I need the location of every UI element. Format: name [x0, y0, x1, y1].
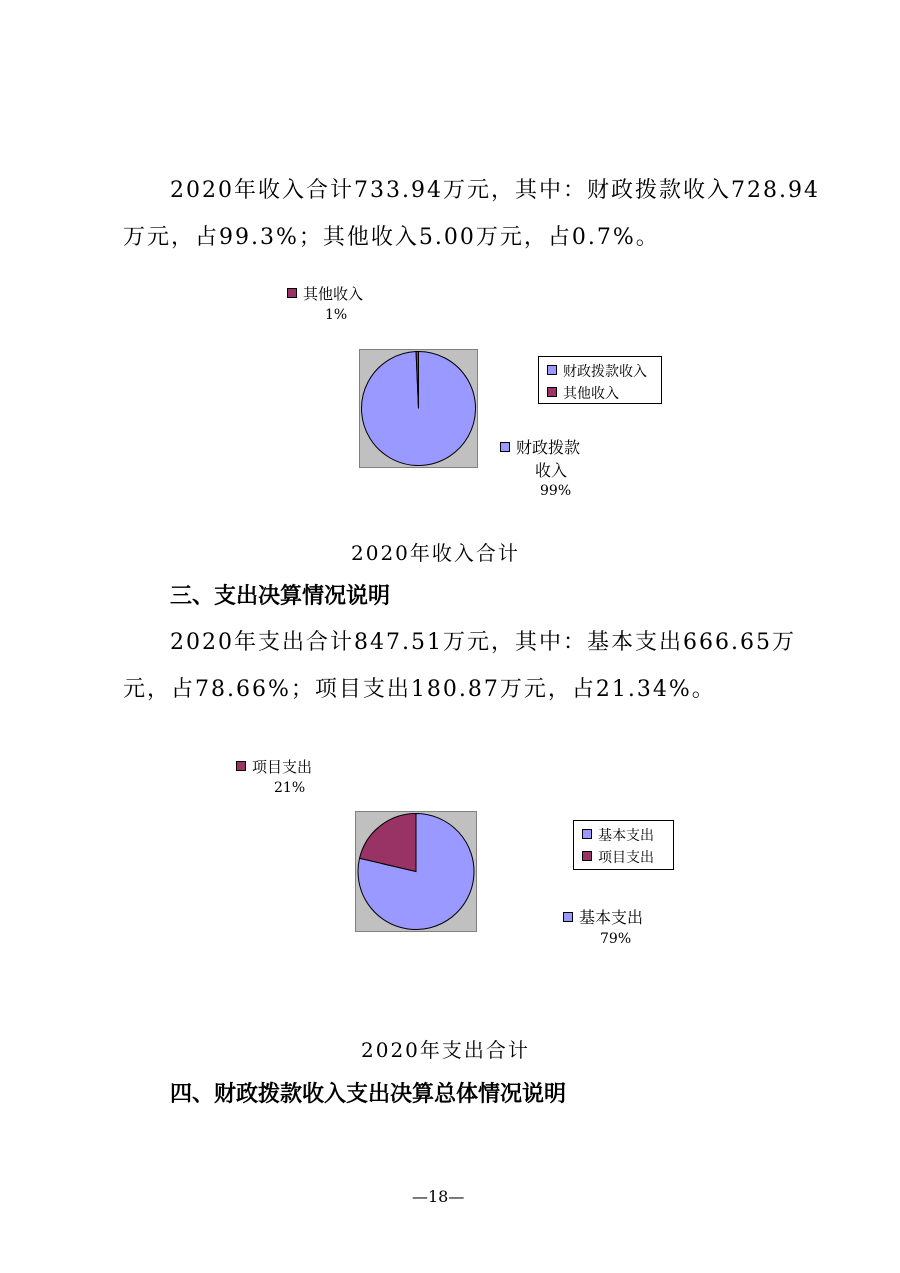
expense-paragraph-line1: 2020年支出合计847.51万元，其中：基本支出666.65万 [170, 630, 796, 655]
income-legend-swatch-other [547, 387, 557, 397]
expense-basic-label: 基本支出 [563, 905, 643, 928]
income-other-swatch [287, 288, 297, 298]
income-chart-caption: 2020年收入合计 [351, 541, 520, 565]
income-plot-area [359, 349, 478, 468]
expense-project-swatch [236, 761, 246, 771]
income-pie [360, 350, 477, 467]
income-other-label: 其他收入 [287, 283, 363, 304]
expense-project-label: 项目支出 [236, 756, 312, 777]
expense-legend-swatch-basic [582, 829, 592, 839]
income-fiscal-label-line2: 收入 [535, 461, 568, 480]
income-other-percent: 1% [325, 307, 348, 323]
section4-heading: 四、财政拨款收入支出决算总体情况说明 [170, 1082, 567, 1107]
expense-chart-caption: 2020年支出合计 [361, 1038, 530, 1062]
expense-legend [573, 820, 674, 870]
income-legend-swatch-fiscal [547, 365, 557, 375]
expense-legend-swatch-project [582, 851, 592, 861]
income-paragraph-line2: 万元，占99.3%；其他收入5.00万元，占0.7%。 [123, 225, 660, 250]
income-legend-item-fiscal: 财政拨款收入 [547, 361, 653, 383]
expense-project-percent: 21% [274, 780, 306, 796]
expense-paragraph-line2: 元，占78.66%；项目支出180.87万元，占21.34%。 [123, 677, 716, 702]
expense-legend-item-project: 项目支出 [582, 847, 665, 869]
income-paragraph-line1: 2020年收入合计733.94万元，其中：财政拨款收入728.94 [170, 178, 820, 203]
expense-legend-item-basic: 基本支出 [582, 825, 665, 847]
income-fiscal-percent: 99% [540, 483, 572, 499]
expense-pie [356, 812, 476, 931]
expense-basic-swatch [563, 912, 573, 922]
income-fiscal-swatch [500, 442, 510, 452]
expense-plot-area [355, 811, 477, 932]
income-legend-item-other: 其他收入 [547, 383, 653, 405]
page-number: —18— [412, 1187, 465, 1206]
section3-heading: 三、支出决算情况说明 [170, 584, 391, 609]
expense-basic-percent: 79% [600, 931, 632, 947]
income-legend [538, 356, 662, 404]
income-fiscal-label: 财政拨款 [500, 435, 580, 458]
